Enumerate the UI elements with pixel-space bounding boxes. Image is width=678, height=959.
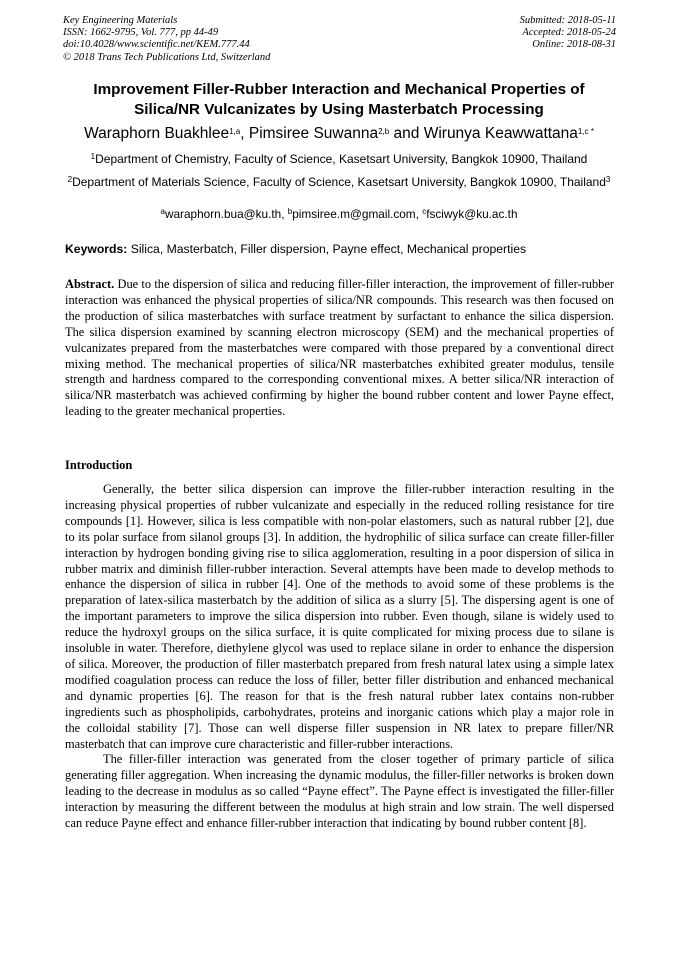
affiliation-end-superscript: 3 (605, 175, 611, 184)
email-superscript: c (422, 207, 427, 216)
author-separator: , (240, 125, 249, 142)
email-separator: , (281, 207, 288, 221)
author-name: Waraphorn Buakhlee (84, 125, 230, 142)
introduction-heading: Introduction (65, 458, 133, 472)
email-separator: , (415, 207, 423, 221)
journal-info (63, 15, 270, 64)
publication-dates (520, 15, 616, 52)
affiliation-text: Department of Chemistry, Faculty of Science, Kasetsart University, Bangkok 10900, Thailand (95, 152, 588, 166)
issn-line: ISSN: 1662-9795, Vol. 777, pp 44-49 (63, 27, 219, 39)
author-name: Pimsiree Suwanna (248, 125, 379, 142)
keywords-text: Silica, Masterbatch, Filler dispersion, Payne effect, Mechanical properties (130, 242, 527, 256)
paragraph: Generally, the better silica dispersion can improve the filler-rubber interaction resulting in the increasing physical properties of rubber vulcanizate and especially in the reduced rolling resistance for tire compounds [1]. However, silica is less compatible with non-polar elastomers, such as natural rubber [2], due to its polar surface from silanol groups [3]. In addition, the hydrophilic of silica surface can create filler-filler interaction by hydrogen bonding giving rise to silica agglomeration, resulting in a poor dispersion of silica in rubber matrix and diminish filler-rubber interaction. Several attempts have been made to develop methods to enhance the dispersion of silica in rubber [4]. One of the methods to avoid some of these problems is the preparation of latex-silica masterbatch by the addition of silica as a slurry [5]. The dispersing agent is one of the important parameters to improve the silica dispersion into rubber. Even though, silane is widely used to reduce the hydroxyl groups on the silica surface, it is quite complicated for mixing process due to silane is insoluble in water. Therefore, diethylene glycol was used to replace silane in order to enhance the dispersion of silica. Moreover, the production of filler masterbatch prepared from fresh natural latex using a simple latex modified coagulation process can reduce the loss of filler, better filler distribution and enhanced mechanical and dynamic properties [6]. The reason for that is the fresh natural rubber latex contains non-rubber ingredients such as phospholipids, carbohydrates, proteins and inorganic cations which play a major role in the colloidal stability [7]. Those can well disperse filler suspension in NR latex to prepare filler/NR masterbatch that can improve cure characteristic and filler-rubber interactions. (65, 482, 614, 751)
email-address: fsciwyk@ku.ac.th (426, 207, 518, 221)
author-superscript: 1,c * (577, 127, 594, 136)
author-name: Wirunya Keawwattana (423, 125, 578, 142)
affiliation-text: Department of Materials Science, Faculty of Science, Kasetsart University, Bangkok 10900, Thailand (72, 175, 606, 189)
abstract (65, 277, 614, 420)
email-address: waraphorn.bua@ku.th (164, 207, 282, 221)
author-separator: and (389, 125, 424, 142)
introduction-body (65, 482, 614, 832)
journal-name: Key Engineering Materials (63, 15, 178, 26)
accepted-date: Accepted: 2018-05-24 (522, 27, 616, 39)
keywords-label: Keywords: (65, 242, 128, 256)
abstract-label: Abstract. (65, 277, 115, 291)
copyright-line: © 2018 Trans Tech Publications Ltd, Switzerland (63, 51, 271, 63)
email-superscript: b (287, 207, 293, 216)
author-list (40, 124, 638, 144)
doi-line: doi:10.4028/www.scientific.net/KEM.777.44 (63, 39, 250, 51)
paper-title: Improvement Filler-Rubber Interaction and Mechanical Properties of Silica/NR Vulcanizates by Using Masterbatch Processing (93, 81, 585, 118)
paragraph: The filler-filler interaction was generated from the closer together of primary particle of silica generating filler aggregation. When increasing the dynamic modulus, the filler-filler networks is broken down leading to the decrease in modulus as so called “Payne effect”. The Payne effect is investigated the filler-filler interaction by measuring the different between the modulus at high strain and low strain. The well dispersed can reduce Payne effect and enhance filler-rubber interaction that indicating by bound rubber content [8]. (65, 752, 614, 831)
abstract-text: Due to the dispersion of silica and reducing filler-filler interaction, the improvement of filler-rubber interaction was enhanced the physical properties of silica/NR compounds. This research was then focused on the production of silica masterbatches with surface treatment by surfactant to enhance the silica dispersion. The silica dispersion examined by scanning electron microscopy (SEM) and the mechanical properties of vulcanizates prepared from the masterbatches were compared with those prepared by a conventional direct mixing method. The mechanical properties of silica/NR masterbatches exhibited greater modulus, tensile strength and hardness compared to the corresponding conventional mixes. A better silica/NR interaction of silica/NR masterbatch was achieved confirming by higher the bound rubber content and lower Payne effect, leading to the greater mechanical properties. (65, 277, 614, 419)
email-list (60, 206, 618, 222)
affiliation (60, 151, 618, 167)
online-date: Online: 2018-08-31 (532, 39, 616, 51)
affiliation (60, 174, 618, 190)
keywords (65, 241, 620, 257)
affiliation-superscript: 2 (67, 175, 73, 184)
submitted-date: Submitted: 2018-05-11 (519, 15, 616, 26)
author-superscript: 2,b (378, 127, 390, 136)
author-superscript: 1,a (229, 127, 241, 136)
email-address: pimsiree.m@gmail.com (292, 207, 416, 221)
email-superscript: a (160, 207, 165, 216)
affiliation-superscript: 1 (90, 152, 96, 161)
